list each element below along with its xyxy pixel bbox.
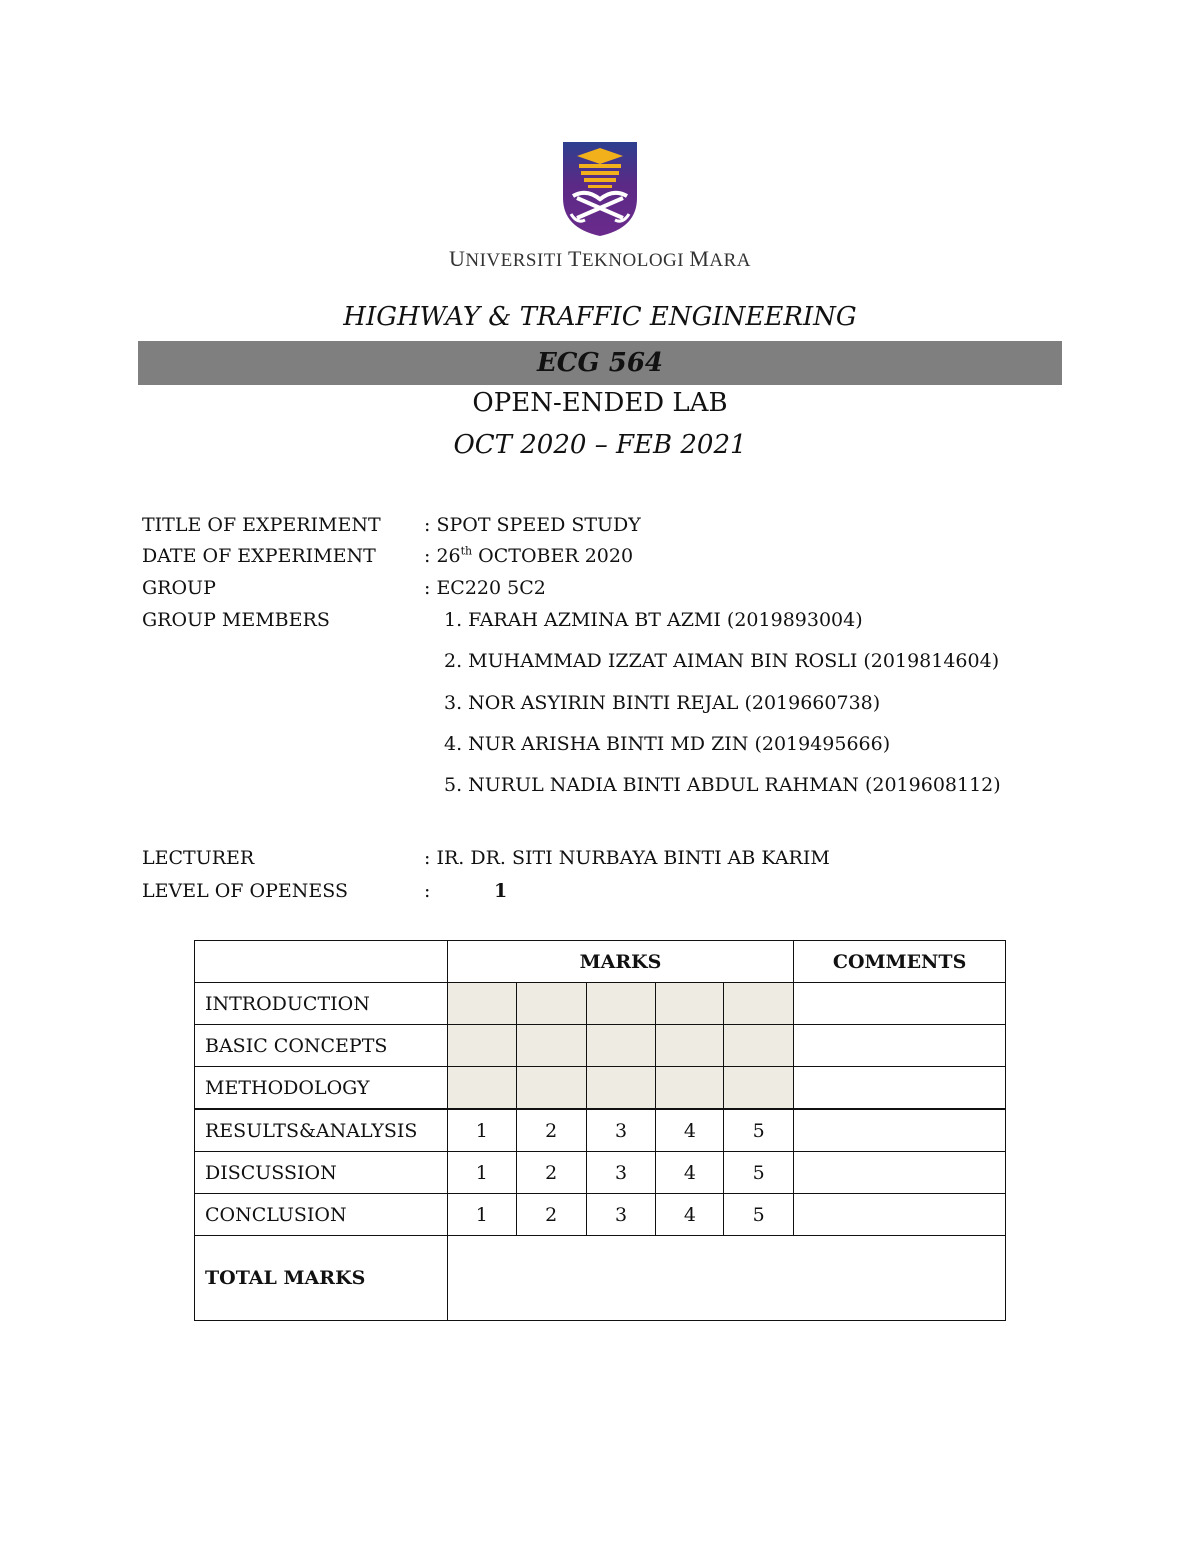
date-label: DATE OF EXPERIMENT	[142, 545, 376, 567]
shaded-mark-cell	[586, 983, 656, 1025]
criterion-label: CONCLUSION	[195, 1194, 448, 1236]
criterion-label: METHODOLOGY	[195, 1067, 448, 1110]
shaded-mark-cell	[447, 983, 516, 1025]
shaded-mark-cell	[447, 1067, 516, 1110]
date-suffix: OCTOBER 2020	[472, 545, 634, 567]
shaded-mark-cell	[516, 983, 586, 1025]
comments-header: COMMENTS	[794, 941, 1006, 983]
comment-cell	[794, 1109, 1006, 1152]
criterion-label: INTRODUCTION	[195, 983, 448, 1025]
shaded-mark-cell	[586, 1025, 656, 1067]
score-cell: 5	[724, 1152, 794, 1194]
comment-cell	[794, 983, 1006, 1025]
score-cell: 3	[586, 1109, 656, 1152]
openess-value: 1	[494, 880, 508, 902]
score-cell: 2	[516, 1109, 586, 1152]
score-cell: 2	[516, 1152, 586, 1194]
uitm-crest-icon	[561, 140, 639, 238]
comment-cell	[794, 1067, 1006, 1110]
score-cell: 3	[586, 1152, 656, 1194]
comment-cell	[794, 1152, 1006, 1194]
marks-table	[194, 940, 1006, 1321]
title-label: TITLE OF EXPERIMENT	[142, 514, 381, 536]
lecturer-value: : IR. DR. SITI NURBAYA BINTI AB KARIM	[424, 847, 830, 869]
score-cell: 5	[724, 1109, 794, 1152]
comment-cell	[794, 1025, 1006, 1067]
session: OCT 2020 – FEB 2021	[453, 430, 747, 460]
university-name: UNIVERSITI TEKNOLOGI MARA	[448, 246, 752, 271]
marks-header: MARKS	[447, 941, 793, 983]
shaded-mark-cell	[656, 1025, 724, 1067]
table-row	[195, 1109, 1006, 1152]
score-cell: 1	[447, 1194, 516, 1236]
shaded-mark-cell	[447, 1025, 516, 1067]
member-item: 1. FARAH AZMINA BT AZMI (2019893004)	[444, 609, 863, 631]
group-label: GROUP	[142, 577, 216, 599]
member-item: 4. NUR ARISHA BINTI MD ZIN (2019495666)	[444, 733, 891, 755]
table-row	[195, 1067, 1006, 1110]
score-cell: 1	[447, 1109, 516, 1152]
comment-cell	[794, 1194, 1006, 1236]
member-item: 3. NOR ASYIRIN BINTI REJAL (2019660738)	[444, 692, 881, 714]
table-header-row	[195, 941, 1006, 983]
shaded-mark-cell	[516, 1067, 586, 1110]
total-marks-value	[447, 1236, 1005, 1321]
score-cell: 4	[656, 1109, 724, 1152]
criterion-label: BASIC CONCEPTS	[195, 1025, 448, 1067]
table-row	[195, 1025, 1006, 1067]
score-cell: 5	[724, 1194, 794, 1236]
shaded-mark-cell	[724, 1067, 794, 1110]
table-row	[195, 1152, 1006, 1194]
date-ordinal: th	[460, 544, 473, 558]
shaded-mark-cell	[656, 1067, 724, 1110]
title-value: : SPOT SPEED STUDY	[424, 514, 641, 536]
date-prefix: : 26	[424, 545, 461, 567]
table-corner-cell	[195, 941, 448, 983]
score-cell: 4	[656, 1194, 724, 1236]
openess-colon: :	[424, 880, 431, 902]
university-logo	[0, 140, 1200, 238]
score-cell: 1	[447, 1152, 516, 1194]
member-item: 5. NURUL NADIA BINTI ABDUL RAHMAN (2019608112)	[444, 774, 1001, 796]
lab-title: OPEN-ENDED LAB	[472, 388, 728, 418]
course-title: HIGHWAY & TRAFFIC ENGINEERING	[343, 302, 857, 332]
score-cell: 2	[516, 1194, 586, 1236]
shaded-mark-cell	[656, 983, 724, 1025]
member-item: 2. MUHAMMAD IZZAT AIMAN BIN ROSLI (2019814604)	[444, 650, 1000, 672]
openess-label: LEVEL OF OPENESS	[142, 880, 348, 902]
shaded-mark-cell	[586, 1067, 656, 1110]
table-row	[195, 1194, 1006, 1236]
table-row	[195, 983, 1006, 1025]
lecturer-label: LECTURER	[142, 847, 255, 869]
shaded-mark-cell	[516, 1025, 586, 1067]
shaded-mark-cell	[724, 983, 794, 1025]
group-value: : EC220 5C2	[424, 577, 546, 599]
course-code: ECG 564	[138, 341, 1062, 385]
total-marks-label: TOTAL MARKS	[195, 1236, 448, 1321]
date-value	[424, 545, 633, 567]
score-cell: 3	[586, 1194, 656, 1236]
shaded-mark-cell	[724, 1025, 794, 1067]
score-cell: 4	[656, 1152, 724, 1194]
total-row	[195, 1236, 1006, 1321]
members-label: GROUP MEMBERS	[142, 609, 330, 631]
criterion-label: RESULTS&ANALYSIS	[195, 1109, 448, 1152]
criterion-label: DISCUSSION	[195, 1152, 448, 1194]
